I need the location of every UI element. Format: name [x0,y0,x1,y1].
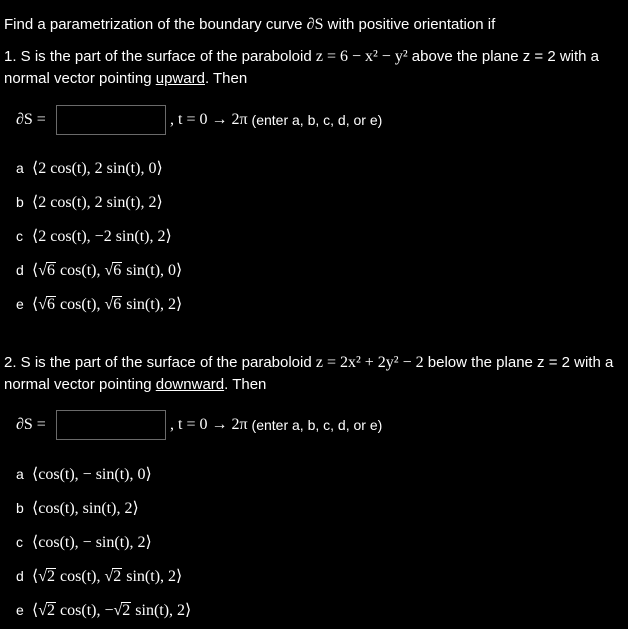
sqrt-symbol: √6 [38,296,56,313]
option-letter: c [16,228,23,244]
q1-option-c [16,219,182,253]
q1-option-d [16,253,182,287]
option-letter: e [16,602,24,618]
q1-option-b [16,185,182,219]
option-letter: c [16,534,23,550]
sqrt-radicand: 2 [47,602,56,619]
sqrt-radicand: 2 [47,568,56,585]
option-letter: b [16,500,24,516]
option-mid: cos(t), − [56,602,114,619]
option-expression: ⟨cos(t), − sin(t), 2⟩ [32,534,152,551]
q1-text-before: 1. S is the part of the surface of the paraboloid [4,48,316,65]
intro-text-after: with positive orientation if [323,16,496,33]
sqrt-symbol: √2 [38,568,56,585]
option-bracket: ⟨ [32,602,39,619]
option-tail: sin(t), 2⟩ [122,568,183,585]
q2-equation: z = 2x² + 2y² − 2 [315,354,424,371]
question-2 [4,352,624,396]
option-expression: ⟨cos(t), sin(t), 2⟩ [32,500,139,517]
q1-text-end: . Then [204,70,248,87]
option-letter: b [16,194,24,210]
sqrt-symbol: √2 [38,602,56,619]
option-mid: cos(t), [56,262,105,279]
option-letter: e [16,296,24,312]
question-1 [4,46,624,90]
q1-text-after: above the plane z = 2 with a normal vector pointing [4,48,600,87]
q2-text-before: 2. S is the part of the surface of the paraboloid [4,354,316,371]
q2-option-c [16,525,191,559]
sqrt-radicand: 6 [113,262,122,279]
q1-param-range: , t = 0 → 2π [170,111,248,128]
sqrt-radicand: 6 [47,296,56,313]
option-expression [32,294,182,314]
option-letter: a [16,160,24,176]
option-tail: sin(t), 2⟩ [122,296,183,313]
option-letter: d [16,262,24,278]
option-expression [32,600,191,620]
q2-hint: (enter a, b, c, d, or e) [251,417,383,433]
question-2-answer-row [16,408,382,442]
q1-direction-link[interactable]: upward [155,70,205,87]
q1-hint: (enter a, b, c, d, or e) [251,112,383,128]
option-expression: ⟨2 cos(t), −2 sin(t), 2⟩ [32,228,172,245]
q2-option-d [16,559,191,593]
option-bracket: ⟨ [32,568,39,585]
q2-direction-link[interactable]: downward [155,376,225,393]
sqrt-radicand: 6 [113,296,122,313]
problem-intro [4,14,495,36]
sqrt-symbol: √6 [38,262,56,279]
option-expression: ⟨2 cos(t), 2 sin(t), 0⟩ [32,160,163,177]
question-1-text [4,46,624,90]
option-mid: cos(t), [56,296,105,313]
q2-param-range: , t = 0 → 2π [170,416,248,433]
q1-equation: z = 6 − x² − y² [315,48,408,65]
sqrt-symbol: √6 [104,296,122,313]
option-expression: ⟨cos(t), − sin(t), 0⟩ [32,466,152,483]
question-1-answer-row [16,103,382,137]
q1-ds-label: ∂S = [16,111,46,128]
option-tail: sin(t), 0⟩ [122,262,183,279]
intro-text-before: Find a parametrization of the boundary curve [4,16,307,33]
q2-option-e [16,593,191,627]
option-bracket: ⟨ [32,296,39,313]
q1-answer-input[interactable] [56,105,166,135]
q1-option-e [16,287,182,321]
q2-answer-input[interactable] [56,410,166,440]
q2-text-after: below the plane z = 2 with a normal vector pointing [4,354,614,393]
option-expression: ⟨2 cos(t), 2 sin(t), 2⟩ [32,194,163,211]
q2-text-end: . Then [224,376,267,393]
sqrt-symbol: √2 [104,568,122,585]
question-2-text [4,352,624,396]
sqrt-symbol: √2 [113,602,131,619]
option-tail: sin(t), 2⟩ [131,602,192,619]
question-1-options [16,151,182,321]
boundary-symbol: ∂S [306,16,324,33]
option-bracket: ⟨ [32,262,39,279]
option-mid: cos(t), [56,568,105,585]
option-expression [32,260,182,280]
q2-option-b [16,491,191,525]
option-expression [32,566,182,586]
sqrt-radicand: 6 [47,262,56,279]
question-2-options [16,457,191,627]
option-letter: d [16,568,24,584]
q2-option-a [16,457,191,491]
sqrt-radicand: 2 [113,568,122,585]
q1-option-a [16,151,182,185]
option-letter: a [16,466,24,482]
sqrt-symbol: √6 [104,262,122,279]
q2-ds-label: ∂S = [16,416,46,433]
sqrt-radicand: 2 [122,602,131,619]
